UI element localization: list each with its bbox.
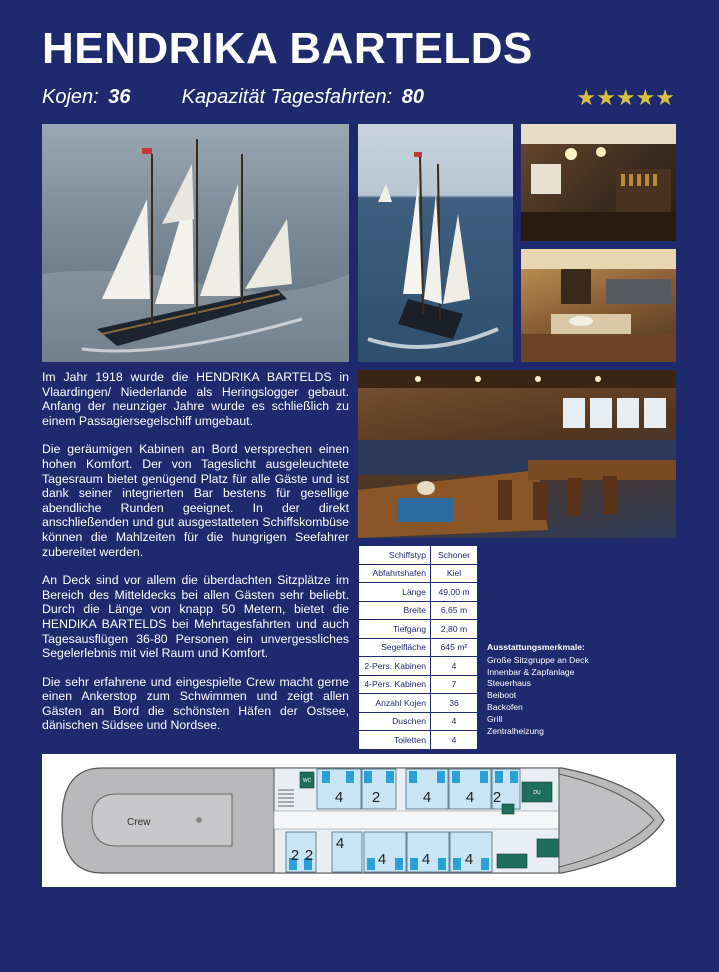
table-row xyxy=(359,638,478,657)
spec-value: Kiel xyxy=(431,564,478,583)
spec-key: Anzahl Kojen xyxy=(359,694,431,713)
table-row xyxy=(359,620,478,639)
spec-value: 2,80 m xyxy=(431,620,478,639)
feature-item: Backofen xyxy=(487,701,523,712)
table-row xyxy=(359,601,478,620)
feature-item: Steuerhaus xyxy=(487,678,531,689)
ship-front-illustration xyxy=(358,124,513,362)
table-row xyxy=(359,583,478,602)
spec-value: 4 xyxy=(431,712,478,731)
description-paragraph: Die sehr erfahrene und eingespielte Crew macht gerne einen Ankerstop zum Schwimmen und zeigt allen Gästen an Bord die schönsten Häfen der Ostsee, dänischen Südsee und Nordsee. xyxy=(42,674,349,733)
table-row xyxy=(359,546,478,565)
table-row xyxy=(359,675,478,694)
bottom-cabin-number: 4 xyxy=(464,851,474,868)
feature-item: Grill xyxy=(487,713,503,724)
spec-value: 4 xyxy=(431,731,478,750)
spec-key: Schiffstyp xyxy=(359,546,431,565)
spec-key: 2-Pers. Kabinen xyxy=(359,657,431,676)
spec-key: 4-Pers. Kabinen xyxy=(359,675,431,694)
capacity-label: Kapazität Tagesfahrten: xyxy=(181,86,393,108)
description-text xyxy=(42,370,349,747)
cabin-photo xyxy=(521,249,676,362)
spec-key: Toiletten xyxy=(359,731,431,750)
crew-label: Crew xyxy=(127,817,151,828)
spec-key: Duschen xyxy=(359,712,431,731)
bottom-cabin-number: 4 xyxy=(377,851,387,868)
berths-value: 36 xyxy=(108,86,131,108)
berths-label: Kojen: xyxy=(42,86,99,108)
feature-item: Zentralheizung xyxy=(487,725,544,736)
spec-key: Länge xyxy=(359,583,431,602)
feature-item: Große Sitzgruppe an Deck xyxy=(487,654,589,665)
top-cabin-number: 4 xyxy=(334,789,344,806)
features-heading: Ausstattungsmerkmale: xyxy=(487,642,585,652)
feature-item: Innenbar & Zapfanlage xyxy=(487,666,575,677)
ship-capacity-line xyxy=(42,86,424,109)
table-row xyxy=(359,694,478,713)
spec-key: Segelfläche xyxy=(359,638,431,657)
features-list xyxy=(487,642,677,737)
specs-table xyxy=(358,545,478,750)
table-row xyxy=(359,657,478,676)
salon-illustration xyxy=(358,370,676,538)
table-row xyxy=(359,564,478,583)
ship-aerial-photo xyxy=(42,124,349,362)
star-rating: ★★★★★ xyxy=(576,85,675,110)
spec-key: Breite xyxy=(359,601,431,620)
spec-value: 49,00 m xyxy=(431,583,478,602)
spec-value: 645 m² xyxy=(431,638,478,657)
bottom-cabin-number: 4 xyxy=(335,835,345,852)
top-cabin-number: 4 xyxy=(422,789,432,806)
bottom-cabin-number: 2 xyxy=(290,847,300,864)
spec-key: Abfahrtshafen xyxy=(359,564,431,583)
spec-value: 36 xyxy=(431,694,478,713)
spec-value: 6,65 m xyxy=(431,601,478,620)
bar-illustration xyxy=(521,124,676,241)
description-paragraph: Im Jahr 1918 wurde die HENDRIKA BARTELDS in Vlaardingen/ Niederlande als Heringslogger gebaut. Anfang der neunziger Jahre wurde es schließlich zu einem Passagiersegelschiff umgebaut. xyxy=(42,370,349,428)
deck-plan-drawing xyxy=(42,754,676,887)
spec-value: Schoner xyxy=(431,546,478,565)
description-paragraph: Die geräumigen Kabinen an Bord versprechen einen hohen Komfort. Der von Tageslicht ausgeleuchtete Tagesraum bietet genügend Platz für alle Gäste und ist dank seiner integrierten Bar bestens für gesellige abendliche Runden geeignet. In der direkt anschließenden und gut ausgestatteten Schiffskombüse können die Mahlzeiten für die hungrigen Seefahrer zubereitet werden. xyxy=(42,442,349,559)
ship-aerial-illustration xyxy=(42,124,349,362)
spec-value: 7 xyxy=(431,675,478,694)
top-cabin-number: 2 xyxy=(492,789,502,806)
description-paragraph: An Deck sind vor allem die überdachten Sitzplätze im Bereich des Mitteldecks bei allen Gästen sehr beliebt. Durch die Länge von knapp 50 Metern, bietet die HENDIKA BARTELDS bei Mehrtagesfahrten und auch Tagesausflügen 36-80 Personen ein unvergessliches Segelerlebnis mit viel Raum und Komfort. xyxy=(42,573,349,661)
table-row xyxy=(359,712,478,731)
wc-label: WC xyxy=(302,778,312,784)
ship-front-photo xyxy=(358,124,513,362)
top-cabin-number: 4 xyxy=(465,789,475,806)
deck-plan xyxy=(42,754,676,887)
bar-photo xyxy=(521,124,676,241)
spec-key: Tiefgang xyxy=(359,620,431,639)
capacity-value: 80 xyxy=(401,86,424,108)
bottom-cabin-number: 4 xyxy=(421,851,431,868)
feature-item: Beiboot xyxy=(487,690,517,701)
du-label: DU xyxy=(533,790,541,796)
ship-title: HENDRIKA BARTELDS xyxy=(42,24,533,73)
salon-photo xyxy=(358,370,676,538)
cabin-illustration xyxy=(521,249,676,362)
bottom-cabin-number: 2 xyxy=(304,847,314,864)
top-cabin-number: 2 xyxy=(371,789,381,806)
spec-value: 4 xyxy=(431,657,478,676)
table-row xyxy=(359,731,478,750)
